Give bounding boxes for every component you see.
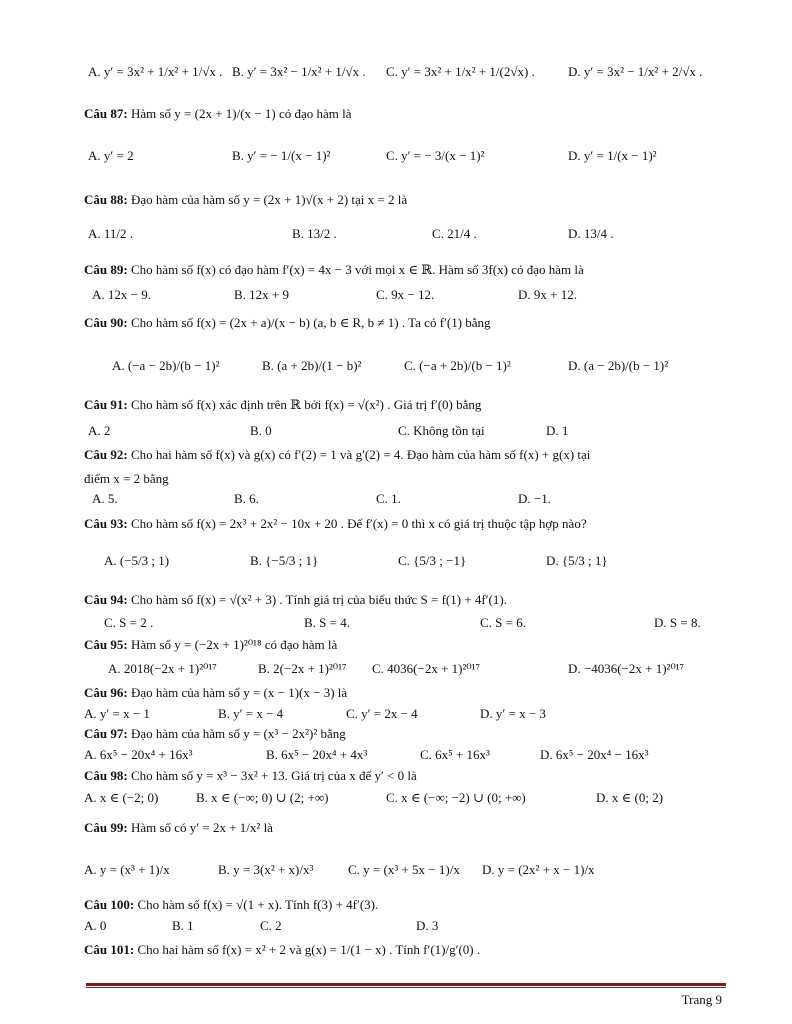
answer-option: A. y′ = 2 [88,148,134,163]
question-stem [84,726,346,742]
answer-option: D. {5/3 ; 1} [546,553,608,568]
answer-option: C. 1. [376,491,401,506]
answer-option: C. S = 2 . [104,615,154,630]
answer-option: B. y′ = 3x² − 1/x² + 1/√x . [232,64,366,79]
answer-option: A. 0 [84,918,107,933]
question-stem [84,192,407,208]
answer-option: C. x ∈ (−∞; −2) ∪ (0; +∞) [386,790,526,805]
question-label: Câu 98: [84,768,128,783]
question-text: Hàm số có y′ = 2x + 1/x² là [130,820,273,835]
question-stem [84,685,347,701]
answer-option: D. 6x⁵ − 20x⁴ − 16x³ [540,747,649,762]
answer-option: C. 21/4 . [432,226,477,241]
answer-option: A. (−a − 2b)/(b − 1)² [112,358,220,373]
question-label: Câu 94: [84,592,128,607]
answer-option: A. 6x⁵ − 20x⁴ + 16x³ [84,747,193,762]
answer-option: D. −1. [518,491,551,506]
question-text: Hàm số y = (−2x + 1)²⁰¹⁸ có đạo hàm là [130,637,338,652]
question-label: Câu 90: [84,315,128,330]
question-label: Câu 95: [84,637,128,652]
question-stem [84,942,480,958]
answer-option: B. 6. [234,491,259,506]
page-number: Trang 9 [681,992,722,1007]
answer-option: D. y′ = 3x² − 1/x² + 2/√x . [568,64,703,79]
question-label: Câu 92: [84,447,128,462]
question-stem [84,471,169,487]
question-text: Đạo hàm của hàm số y = (2x + 1)√(x + 2) tại x = 2 là [130,192,408,207]
answer-option: B. S = 4. [304,615,350,630]
answer-option: C. y = (x³ + 5x − 1)/x [348,862,460,877]
answer-option: A. 5. [92,491,118,506]
question-text: Cho hàm số f(x) = √(x² + 3) . Tính giá trị của biểu thức S = f(1) + 4f′(1). [130,592,507,607]
question-text: Cho hai hàm số f(x) = x² + 2 và g(x) = 1/(1 − x) . Tính f′(1)/g′(0) . [137,942,481,957]
question-text: Cho hàm số f(x) có đạo hàm f′(x) = 4x − 3 với mọi x ∈ ℝ. Hàm số 3f(x) có đạo hàm là [130,262,584,277]
answer-option: B. {−5/3 ; 1} [250,553,319,568]
question-stem [84,820,273,836]
answer-option: D. 13/4 . [568,226,614,241]
question-label: Câu 100: [84,897,135,912]
answer-option: A. x ∈ (−2; 0) [84,790,159,805]
answer-option: B. x ∈ (−∞; 0) ∪ (2; +∞) [196,790,329,805]
question-text: Cho hàm số f(x) = √(1 + x). Tính f(3) + 4f′(3). [137,897,379,912]
question-label: Câu 93: [84,516,128,531]
answer-option: D. 3 [416,918,439,933]
answer-option: A. 2018(−2x + 1)²⁰¹⁷ [108,661,217,676]
answer-option: A. (−5/3 ; 1) [104,553,170,568]
question-label: Câu 91: [84,397,128,412]
question-text: Đạo hàm của hàm số y = (x − 1)(x − 3) là [130,685,348,700]
answer-option: D. y′ = 1/(x − 1)² [568,148,657,163]
question-text: Cho hàm số f(x) = 2x³ + 2x² − 10x + 20 . Để f′(x) = 0 thì x có giá trị thuộc tập hợp nào? [130,516,587,531]
question-text: Cho hàm số f(x) xác định trên ℝ bởi f(x) = √(x²) . Giá trị f′(0) bằng [130,397,482,412]
answer-option: D. x ∈ (0; 2) [596,790,664,805]
question-text: Hàm số y = (2x + 1)/(x − 1) có đạo hàm là [130,106,352,121]
answer-option: B. y′ = − 1/(x − 1)² [232,148,331,163]
question-label: Câu 97: [84,726,128,741]
question-stem [84,592,507,608]
answer-option: C. y′ = 2x − 4 [346,706,418,721]
question-label: Câu 96: [84,685,128,700]
answer-option: C. y′ = − 3/(x − 1)² [386,148,485,163]
answer-option: B. y′ = x − 4 [218,706,284,721]
answer-option: A. y = (x³ + 1)/x [84,862,170,877]
question-text: Cho hai hàm số f(x) và g(x) có f′(2) = 1 và g′(2) = 4. Đạo hàm của hàm số f(x) + g(x) tại [130,447,591,462]
answer-option: B. 12x + 9 [234,287,290,302]
answer-option: C. 6x⁵ + 16x³ [420,747,490,762]
question-label: Câu 88: [84,192,128,207]
question-stem [84,262,584,278]
answer-option: C. y′ = 3x² + 1/x² + 1/(2√x) . [386,64,535,79]
question-text: Cho hàm số y = x³ − 3x² + 13. Giá trị của x để y′ < 0 là [130,768,417,783]
answer-option: D. (a − 2b)/(b − 1)² [568,358,669,373]
answer-option: C. (−a + 2b)/(b − 1)² [404,358,511,373]
answer-option: B. (a + 2b)/(1 − b)² [262,358,362,373]
question-text: Đạo hàm của hàm số y = (x³ − 2x²)² bằng [130,726,346,741]
question-stem [84,106,352,122]
answer-option: A. 11/2 . [88,226,134,241]
answer-option: B. 6x⁵ − 20x⁴ + 4x³ [266,747,368,762]
question-stem [84,397,481,413]
answer-option: A. 12x − 9. [92,287,151,302]
question-label: Câu 101: [84,942,135,957]
answer-option: D. −4036(−2x + 1)²⁰¹⁷ [568,661,685,676]
question-stem [84,447,590,463]
answer-option: A. 2 [88,423,111,438]
question-stem [84,897,378,913]
answer-option: D. 1 [546,423,569,438]
question-stem [84,768,417,784]
answer-option: D. S = 8. [654,615,701,630]
answer-option: C. Không tồn tại [398,423,485,438]
answer-option: C. 2 [260,918,282,933]
question-label: Câu 99: [84,820,128,835]
answer-option: C. 9x − 12. [376,287,435,302]
answer-option: A. y′ = 3x² + 1/x² + 1/√x . [88,64,223,79]
question-text: điểm x = 2 bằng [84,471,169,486]
footer-rule-thin [86,987,726,988]
answer-option: C. {5/3 ; −1} [398,553,467,568]
answer-option: D. 9x + 12. [518,287,577,302]
question-text: Cho hàm số f(x) = (2x + a)/(x − b) (a, b ∈ R, b ≠ 1) . Ta có f′(1) bằng [130,315,491,330]
answer-option: D. y′ = x − 3 [480,706,546,721]
answer-option: B. 2(−2x + 1)²⁰¹⁷ [258,661,347,676]
answer-option: C. 4036(−2x + 1)²⁰¹⁷ [372,661,481,676]
answer-option: D. y = (2x² + x − 1)/x [482,862,595,877]
answer-option: A. y′ = x − 1 [84,706,150,721]
question-stem [84,315,491,331]
answer-option: B. y = 3(x² + x)/x³ [218,862,314,877]
answer-option: C. S = 6. [480,615,526,630]
question-stem [84,637,337,653]
answer-option: B. 1 [172,918,194,933]
footer-rule [86,983,726,986]
answer-option: B. 0 [250,423,272,438]
question-label: Câu 89: [84,262,128,277]
question-label: Câu 87: [84,106,128,121]
answer-option: B. 13/2 . [292,226,337,241]
question-stem [84,516,587,532]
